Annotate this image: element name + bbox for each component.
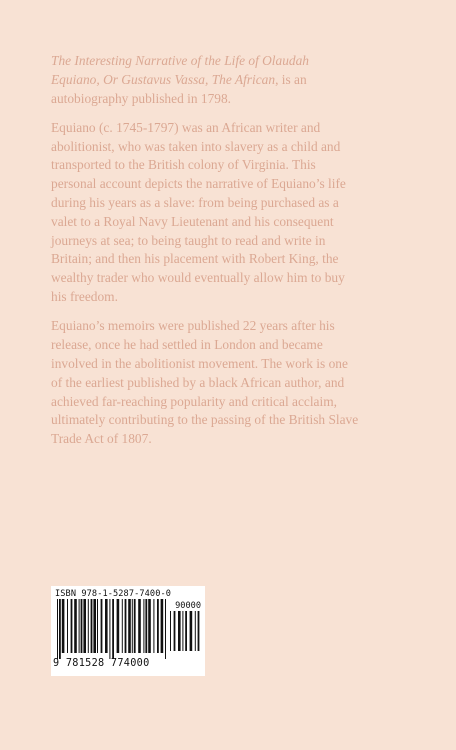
ean13-bars — [57, 599, 167, 659]
barcode-bar — [145, 599, 147, 653]
barcode-bar — [138, 599, 141, 653]
barcode-bar — [182, 611, 183, 651]
barcode-bar — [170, 611, 171, 651]
barcode-bar — [161, 599, 164, 653]
barcode-bar — [57, 599, 58, 659]
barcode-bar — [93, 599, 96, 653]
barcode-bar — [178, 611, 181, 651]
barcode-bar — [71, 599, 73, 653]
barcode-bar — [117, 599, 120, 653]
barcode-bar — [157, 599, 159, 653]
barcode-bar — [59, 599, 61, 659]
barcode-bar — [79, 599, 80, 653]
description-paragraph-1 — [51, 52, 361, 108]
barcode-bar — [198, 611, 200, 651]
barcode-bar — [185, 611, 187, 651]
barcode-bar — [112, 599, 114, 659]
ean-digits: 9 781528 774000 — [53, 658, 150, 669]
barcode-bar — [125, 599, 127, 653]
description-paragraph-2: Equiano (c. 1745-1797) was an African writer and abolitionist, who was taken into slavery as a child and transported to the British colony of Virginia. This personal account depicts the narrative of Equiano’s life during his years as a slave: from being purchased as a valet to a Royal Navy Lieutenant and his consequent journeys at sea; to being taught to read and write in Britain; and then his placement with Robert King, the wealthy trader who would eventually allow him to buy his freedom. — [51, 119, 346, 305]
isbn-barcode — [51, 586, 205, 676]
addon-bars — [170, 611, 200, 657]
barcode-bar — [101, 599, 103, 653]
barcode-bar — [97, 599, 98, 653]
barcode-bar — [67, 599, 68, 653]
barcode-bar — [165, 599, 166, 659]
barcode-bar — [190, 611, 193, 651]
title-suffix: , is an autobiography published in 1798. — [51, 71, 307, 106]
description-paragraph-3: Equiano’s memoirs were published 22 years after his release, once he had settled in London and became involved in the abolitionist movement. The work is one of the earliest published by a black African author, and achieved far-reaching popularity and critical acclaim, ultimately contributing to the passing of the British Slave Trade Act of 1807. — [51, 318, 359, 447]
barcode-bar — [105, 599, 108, 653]
barcode-bar — [62, 599, 65, 653]
back-cover-description — [51, 52, 361, 459]
barcode-bar — [148, 599, 151, 653]
barcode-bar — [109, 599, 110, 659]
barcode-bar — [174, 611, 176, 651]
barcode-bar — [88, 599, 89, 653]
barcode-bar — [91, 599, 93, 653]
barcode-bar — [134, 599, 136, 653]
barcode-bar — [143, 599, 144, 653]
barcode-bar — [195, 611, 196, 651]
price-addon-code: 90000 — [175, 601, 201, 611]
barcode-bar — [132, 599, 133, 653]
barcode-bar — [81, 599, 83, 653]
book-title: The Interesting Narrative of the Life of Olaudah Equiano, Or Gustavus Vassa, The African — [51, 53, 309, 87]
barcode-bar — [153, 599, 154, 653]
barcode-bar — [122, 599, 123, 653]
barcode-bar — [83, 599, 86, 653]
isbn-label: ISBN 978-1-5287-7400-0 — [55, 589, 172, 599]
barcode-bar — [74, 599, 77, 653]
barcode-bar — [128, 599, 131, 653]
